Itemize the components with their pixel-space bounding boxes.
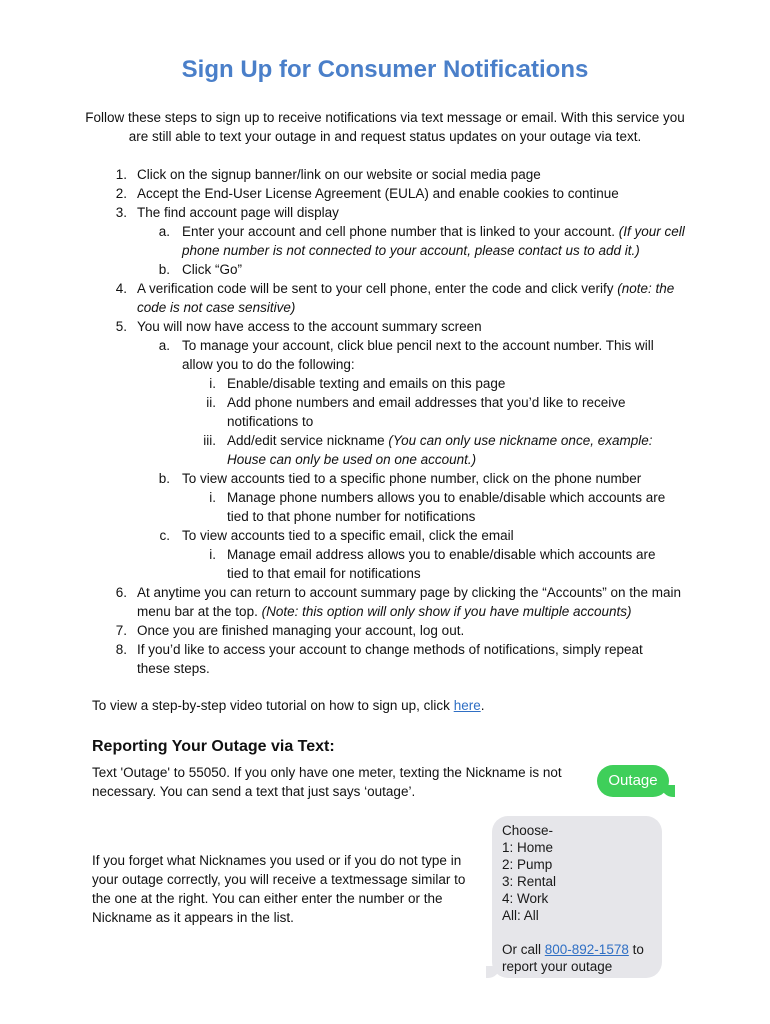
reply-line: Choose- [502, 823, 554, 838]
roman-numeral: ii. [206, 395, 216, 410]
substep-text: To view accounts tied to a specific email, click the email [182, 528, 514, 543]
step-note: (note: the code is not case sensitive) [137, 281, 675, 315]
video-suffix: . [480, 698, 485, 713]
substep-body: Enter your account and cell phone number that is linked to your account. [182, 224, 619, 239]
step-number: 7. [115, 623, 127, 638]
substep-text [182, 222, 687, 260]
substep-text: To manage your account, click blue pencil next to the account number. This will allow you to do the following: [182, 338, 654, 372]
roman-numeral: i. [209, 490, 216, 505]
video-tutorial-line [92, 696, 692, 715]
page-title: Sign Up for Consumer Notifications [181, 56, 589, 83]
substep-letter: b. [158, 471, 170, 486]
substep-text: To view accounts tied to a specific phone number, click on the phone number [182, 471, 642, 486]
outage-heading: Reporting Your Outage via Text: [92, 738, 335, 755]
step-number: 3. [115, 205, 127, 220]
substep-letter: a. [158, 338, 170, 353]
substep-letter: b. [158, 262, 170, 277]
subsubstep-text: Manage phone numbers allows you to enable/disable which accounts are tied to that phone number for notifications [227, 490, 666, 524]
subsubstep-text [227, 431, 672, 469]
phone-link[interactable]: 800-892-1578 [544, 942, 629, 957]
step-text: Click on the signup banner/link on our website or social media page [137, 167, 541, 182]
subsubstep-body: Add/edit service nickname [227, 433, 389, 448]
roman-numeral: i. [209, 376, 216, 391]
step-body: At anytime you can return to account summary page by clicking the “Accounts” on the main menu bar at the top. [137, 585, 682, 619]
step-body: A verification code will be sent to your cell phone, enter the code and click verify [137, 281, 618, 296]
subsubstep-text: Add phone numbers and email addresses that you’d like to receive notifications to [227, 395, 626, 429]
step-note: (Note: this option will only show if you have multiple accounts) [261, 604, 632, 619]
call-prefix: Or call [502, 942, 545, 957]
reply-line: 1: Home [502, 840, 554, 855]
step-text: Accept the End-User License Agreement (EULA) and enable cookies to continue [137, 186, 619, 201]
substep-text: Click “Go” [182, 262, 242, 277]
roman-numeral: i. [209, 547, 216, 562]
step-text: If you’d like to access your account to change methods of notifications, simply repeat these steps. [137, 642, 643, 676]
step-number: 6. [115, 585, 127, 600]
subsubstep-text: Manage email address allows you to enable/disable which accounts are tied to that email for notifications [227, 547, 656, 581]
step-text: The find account page will display [137, 205, 339, 220]
step-text [137, 279, 687, 317]
substep-note: (If your cell phone number is not connected to your account, please contact us to add it.) [182, 224, 685, 258]
nickname-paragraph: If you forget what Nicknames you used or if you do not type in your outage correctly, you will receive a textmessage similar to the one at the right. You can either enter the number or the Nickname as it appears in the list. [92, 853, 466, 925]
substep-letter: a. [158, 224, 170, 239]
reply-line: 4: Work [502, 891, 549, 906]
step-number: 8. [115, 642, 127, 657]
reply-call-line [502, 941, 652, 958]
step-number: 1. [115, 167, 127, 182]
reply-line: report your outage [502, 959, 613, 974]
reply-message-bubble [492, 816, 662, 978]
substep-letter: c. [159, 528, 170, 543]
outage-paragraph: Text 'Outage' to 55050. If you only have one meter, texting the Nickname is not necessary. You can send a text that just says ‘outage’. [92, 765, 562, 799]
video-prefix: To view a step-by-step video tutorial on how to sign up, click [92, 698, 454, 713]
step-number: 4. [115, 281, 127, 296]
intro-paragraph: Follow these steps to sign up to receive notifications via text message or email. With this service you are still able to text your outage in and request status updates on your outage via text. [85, 110, 685, 144]
reply-line: All: All [502, 908, 539, 923]
video-link[interactable]: here [453, 698, 481, 713]
step-text [137, 583, 692, 621]
step-text: You will now have access to the account summary screen [137, 319, 482, 334]
roman-numeral: iii. [203, 433, 216, 448]
step-number: 2. [115, 186, 127, 201]
sent-message-bubble: Outage [597, 765, 669, 797]
subsubstep-text: Enable/disable texting and emails on this page [227, 376, 506, 391]
reply-line: 3: Rental [502, 874, 557, 889]
step-text: Once you are finished managing your account, log out. [137, 623, 465, 638]
step-number: 5. [115, 319, 127, 334]
subsubstep-note: (You can only use nickname once, example: House can only be used on one account.) [227, 433, 653, 467]
reply-line: 2: Pump [502, 857, 553, 872]
call-suffix: to [628, 942, 644, 957]
